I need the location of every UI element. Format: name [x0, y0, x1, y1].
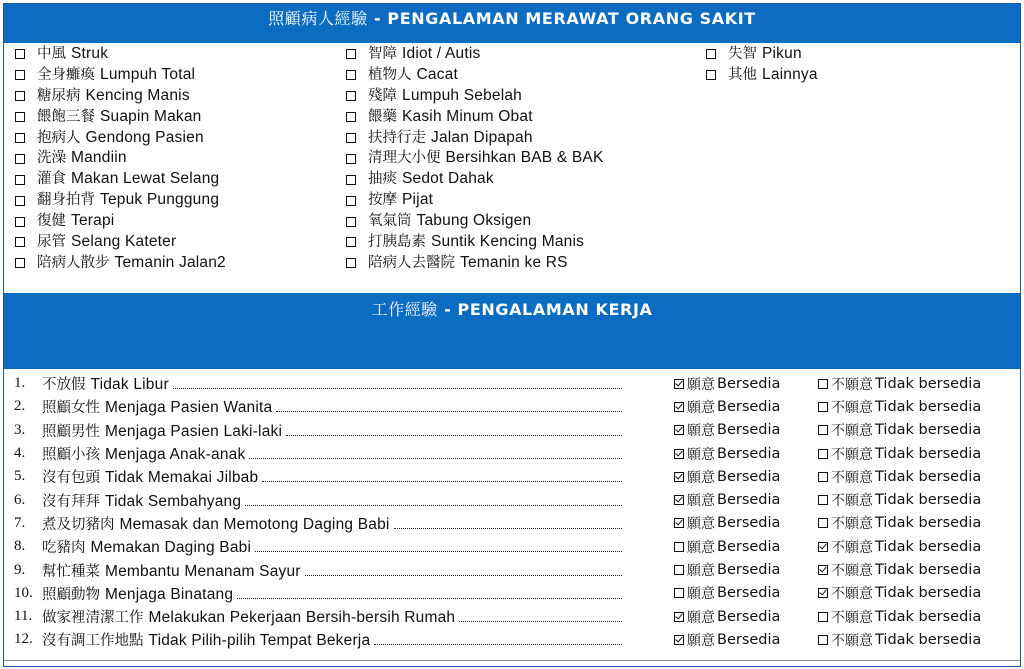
checkbox[interactable]: [346, 237, 356, 247]
care-checkbox-item[interactable]: [12, 65, 332, 86]
option-label-cn: 不願意: [831, 586, 873, 603]
option-label-cn: 不願意: [831, 376, 873, 393]
care-checkbox-item[interactable]: [343, 232, 693, 253]
checkbox[interactable]: [818, 472, 828, 482]
work-experience-list: [14, 372, 1014, 652]
section-title-cn: 照顧病人經驗: [268, 9, 368, 28]
care-checkbox-item[interactable]: [12, 44, 332, 65]
checkbox[interactable]: [818, 402, 828, 412]
dotted-leader: [374, 644, 622, 645]
willing-option[interactable]: [674, 513, 780, 533]
work-item-label: [42, 560, 301, 581]
item-label-cn: 陪病人散步: [37, 254, 110, 271]
item-label-id: Tidak Libur: [90, 376, 169, 394]
option-label-id: Tidak bersedia: [875, 562, 982, 579]
item-label-id: Melakukan Pekerjaan Bersih-bersih Rumah: [148, 609, 456, 627]
dotted-leader: [249, 458, 622, 459]
item-label-cn: 清理大小便: [368, 150, 441, 167]
care-checkbox-item[interactable]: [12, 128, 332, 149]
item-label-id: Cacat: [416, 65, 458, 83]
willing-option[interactable]: [674, 560, 780, 580]
dotted-leader: [245, 505, 622, 506]
option-label-id: Bersedia: [717, 515, 781, 532]
item-label-id: Tidak Pilih-pilih Tempat Bekerja: [148, 632, 371, 650]
willing-option[interactable]: [674, 444, 780, 464]
work-item-row: [14, 488, 1014, 511]
checkbox[interactable]: [346, 154, 356, 164]
care-checkbox-item[interactable]: [12, 232, 332, 253]
option-label-id: Bersedia: [717, 608, 781, 625]
checkbox[interactable]: [818, 635, 828, 645]
option-label-id: Bersedia: [717, 398, 781, 415]
option-label-id: Bersedia: [717, 585, 781, 602]
care-checkbox-item[interactable]: [343, 169, 693, 190]
item-label-cn: 氧氣筒: [368, 213, 412, 230]
work-item-row: [14, 442, 1014, 465]
item-label-id: Lumpuh Sebelah: [402, 86, 523, 104]
item-number: 1.: [14, 375, 26, 392]
not-willing-option[interactable]: [818, 537, 981, 557]
option-label-cn: 願意: [687, 469, 715, 486]
work-item-label: [42, 536, 251, 557]
option-label-id: Bersedia: [717, 631, 781, 648]
item-label-id: Mandiin: [71, 149, 127, 167]
item-label-cn: 殘障: [368, 87, 397, 104]
item-label-cn: 中風: [37, 46, 66, 62]
option-label-cn: 願意: [687, 586, 715, 603]
item-label-cn: 不放假: [42, 377, 86, 394]
option-label-cn: 願意: [687, 376, 715, 393]
option-label-id: Tidak bersedia: [875, 608, 982, 625]
dotted-leader: [394, 528, 622, 529]
option-label-cn: 不願意: [831, 423, 873, 440]
item-label-cn: 洗澡: [37, 150, 66, 167]
checkbox[interactable]: [15, 237, 25, 247]
item-label-cn: 照顧小孩: [42, 447, 100, 464]
item-label-cn: 全身癱瘓: [37, 66, 95, 83]
item-label-cn: 抱病人: [37, 129, 81, 146]
work-item-label: [42, 466, 258, 487]
item-label-cn: 其他: [728, 66, 757, 83]
care-column-2: [343, 44, 693, 274]
not-willing-option[interactable]: [818, 467, 981, 487]
option-label-cn: 不願意: [831, 563, 873, 580]
item-number: 5.: [14, 468, 26, 485]
option-label-id: Tidak bersedia: [875, 492, 982, 509]
option-label-cn: 願意: [687, 423, 715, 440]
section-header-care-experience: [4, 4, 1020, 43]
item-label-id: Temanin ke RS: [460, 253, 568, 271]
willing-option[interactable]: [674, 583, 780, 603]
dotted-leader: [237, 598, 622, 599]
care-checkbox-item[interactable]: [12, 107, 332, 128]
care-checkbox-item[interactable]: [343, 190, 693, 211]
option-label-cn: 不願意: [831, 609, 873, 626]
checkbox[interactable]: [818, 542, 828, 552]
checkbox[interactable]: [674, 612, 684, 622]
section-header-work-experience: [4, 293, 1020, 369]
item-label-id: Gendong Pasien: [85, 128, 204, 146]
item-label-id: Selang Kateter: [71, 233, 177, 251]
option-label-id: Bersedia: [717, 538, 781, 555]
section-title-cn: 工作經驗: [371, 300, 438, 319]
work-item-label: [42, 583, 233, 604]
option-label-id: Bersedia: [717, 375, 781, 392]
work-item-label: [42, 513, 390, 534]
work-item-row: [14, 535, 1014, 558]
item-label-cn: 復健: [37, 213, 66, 230]
care-checkbox-item[interactable]: [12, 253, 332, 274]
work-item-row: [14, 372, 1014, 395]
option-label-cn: 不願意: [831, 399, 873, 416]
item-label-id: Menjaga Anak-anak: [105, 446, 246, 464]
section-title-separator: -: [367, 9, 388, 28]
checkbox[interactable]: [674, 425, 684, 435]
section-title-id: PENGALAMAN MERAWAT ORANG SAKIT: [387, 9, 756, 28]
work-item-label: [42, 373, 169, 394]
item-label-id: Menjaga Pasien Wanita: [105, 399, 273, 417]
care-checkbox-item[interactable]: [343, 253, 693, 274]
item-label-cn: 餵藥: [368, 108, 397, 125]
option-label-id: Tidak bersedia: [875, 398, 982, 415]
option-label-cn: 願意: [687, 446, 715, 463]
checkbox[interactable]: [818, 518, 828, 528]
checkbox[interactable]: [346, 196, 356, 206]
willing-option[interactable]: [674, 397, 780, 417]
not-willing-option[interactable]: [818, 583, 981, 603]
checkbox[interactable]: [706, 49, 716, 59]
checkbox[interactable]: [674, 472, 684, 482]
option-label-cn: 願意: [687, 539, 715, 556]
care-checkbox-item[interactable]: [343, 44, 693, 65]
item-label-id: Tabung Oksigen: [416, 212, 532, 230]
checkbox[interactable]: [15, 133, 25, 143]
item-number: 6.: [14, 491, 26, 508]
item-number: 4.: [14, 445, 26, 462]
checkbox[interactable]: [818, 449, 828, 459]
checkbox[interactable]: [15, 217, 25, 227]
item-label-cn: 按摩: [368, 192, 397, 209]
item-label-cn: 糖尿病: [37, 87, 81, 104]
option-label-cn: 不願意: [831, 469, 873, 486]
work-item-row: [14, 465, 1014, 488]
item-label-cn: 幫忙種菜: [42, 563, 100, 580]
checkbox[interactable]: [818, 425, 828, 435]
item-label-id: Suntik Kencing Manis: [431, 233, 585, 251]
item-label-cn: 扶持行走: [368, 129, 426, 146]
checkbox[interactable]: [674, 588, 684, 598]
option-label-id: Tidak bersedia: [875, 375, 982, 392]
dotted-leader: [173, 388, 622, 389]
item-label-id: Tidak Sembahyang: [105, 492, 242, 510]
section-title-separator: -: [437, 300, 458, 319]
checkbox[interactable]: [818, 612, 828, 622]
willing-option[interactable]: [674, 607, 780, 627]
dotted-leader: [459, 621, 622, 622]
checkbox[interactable]: [818, 588, 828, 598]
item-label-cn: 灌食: [37, 171, 66, 188]
care-checkbox-item[interactable]: [343, 65, 693, 86]
work-item-row: [14, 512, 1014, 535]
checkbox[interactable]: [346, 112, 356, 122]
option-label-id: Tidak bersedia: [875, 585, 982, 602]
care-checkbox-item[interactable]: [343, 128, 693, 149]
option-label-id: Bersedia: [717, 445, 781, 462]
checkbox[interactable]: [15, 91, 25, 101]
item-number: 9.: [14, 561, 26, 578]
not-willing-option[interactable]: [818, 513, 981, 533]
item-label-id: Suapin Makan: [100, 107, 202, 125]
not-willing-option[interactable]: [818, 607, 981, 627]
not-willing-option[interactable]: [818, 444, 981, 464]
item-label-cn: 沒有包頭: [42, 470, 100, 487]
willing-option[interactable]: [674, 630, 780, 650]
option-label-id: Tidak bersedia: [875, 515, 982, 532]
care-checkbox-item[interactable]: [343, 148, 693, 169]
checkbox[interactable]: [674, 635, 684, 645]
item-label-id: Terapi: [71, 212, 115, 230]
checkbox[interactable]: [674, 379, 684, 389]
item-number: 12.: [14, 631, 33, 648]
care-checkbox-item[interactable]: [12, 86, 332, 107]
work-item-row: [14, 395, 1014, 418]
work-item-row: [14, 419, 1014, 442]
work-item-label: [42, 443, 245, 464]
dotted-leader: [262, 481, 622, 482]
checkbox[interactable]: [674, 542, 684, 552]
dotted-leader: [255, 551, 622, 552]
item-label-id: Kasih Minum Obat: [402, 107, 533, 125]
care-checkbox-item[interactable]: [703, 44, 1003, 65]
checkbox[interactable]: [818, 379, 828, 389]
checkbox[interactable]: [674, 449, 684, 459]
work-item-row: [14, 605, 1014, 628]
option-label-cn: 願意: [687, 609, 715, 626]
option-label-id: Tidak bersedia: [875, 538, 982, 555]
option-label-cn: 不願意: [831, 632, 873, 649]
work-item-row: [14, 558, 1014, 581]
option-label-id: Bersedia: [717, 468, 781, 485]
item-label-id: Pijat: [402, 191, 434, 209]
dotted-leader: [286, 435, 622, 436]
checkbox[interactable]: [15, 154, 25, 164]
item-label-id: Menjaga Binatang: [105, 585, 234, 603]
work-item-label: [42, 629, 370, 650]
care-column-1: [12, 44, 332, 274]
checkbox[interactable]: [674, 565, 684, 575]
option-label-id: Tidak bersedia: [875, 468, 982, 485]
work-item-label: [42, 396, 272, 417]
checkbox[interactable]: [346, 133, 356, 143]
care-checkbox-item[interactable]: [12, 190, 332, 211]
item-number: 7.: [14, 514, 26, 531]
work-item-row: [14, 628, 1014, 651]
item-label-cn: 照顧男性: [42, 423, 100, 440]
option-label-id: Bersedia: [717, 422, 781, 439]
option-label-cn: 願意: [687, 563, 715, 580]
checkbox[interactable]: [674, 402, 684, 412]
dotted-leader: [276, 411, 622, 412]
checkbox[interactable]: [818, 565, 828, 575]
checkbox[interactable]: [818, 495, 828, 505]
item-number: 11.: [14, 608, 33, 625]
item-label-cn: 失智: [728, 46, 757, 62]
willing-option[interactable]: [674, 490, 780, 510]
item-label-id: Lumpuh Total: [100, 65, 196, 83]
care-checkbox-item[interactable]: [343, 107, 693, 128]
item-label-cn: 照顧動物: [42, 586, 100, 603]
item-label-id: Makan Lewat Selang: [71, 170, 220, 188]
option-label-cn: 不願意: [831, 446, 873, 463]
item-label-cn: 翻身拍背: [37, 192, 95, 209]
item-label-id: Tepuk Punggung: [100, 191, 220, 209]
checkbox[interactable]: [346, 175, 356, 185]
care-checkbox-item[interactable]: [12, 169, 332, 190]
checkbox[interactable]: [15, 258, 25, 268]
work-item-label: [42, 490, 241, 511]
section-title-id: PENGALAMAN KERJA: [457, 300, 653, 319]
willing-option[interactable]: [674, 374, 780, 394]
checkbox[interactable]: [15, 112, 25, 122]
willing-option[interactable]: [674, 467, 780, 487]
item-label-cn: 尿管: [37, 234, 66, 251]
item-label-cn: 抽痰: [368, 171, 397, 188]
option-label-cn: 願意: [687, 632, 715, 649]
checkbox[interactable]: [15, 196, 25, 206]
checkbox[interactable]: [346, 91, 356, 101]
care-checkbox-item[interactable]: [343, 211, 693, 232]
care-checkbox-item[interactable]: [12, 148, 332, 169]
item-label-id: Sedot Dahak: [402, 170, 494, 188]
item-label-id: Pikun: [762, 45, 802, 62]
not-willing-option[interactable]: [818, 630, 981, 650]
item-label-id: Temanin Jalan2: [114, 253, 226, 271]
checkbox[interactable]: [674, 495, 684, 505]
item-label-id: Membantu Menanam Sayur: [105, 562, 301, 580]
item-label-cn: 陪病人去醫院: [368, 254, 455, 271]
option-label-cn: 不願意: [831, 539, 873, 556]
item-number: 10.: [14, 584, 33, 601]
item-label-cn: 智障: [368, 46, 397, 62]
item-label-cn: 打胰島素: [368, 234, 426, 251]
item-label-id: Memakan Daging Babi: [90, 539, 252, 557]
checkbox[interactable]: [706, 70, 716, 80]
care-checkbox-item[interactable]: [703, 65, 1003, 86]
willing-option[interactable]: [674, 420, 780, 440]
option-label-cn: 不願意: [831, 516, 873, 533]
checkbox[interactable]: [346, 258, 356, 268]
item-label-id: Bersihkan BAB & BAK: [445, 149, 604, 167]
option-label-cn: 願意: [687, 399, 715, 416]
checkbox[interactable]: [15, 70, 25, 80]
item-label-id: Idiot / Autis: [402, 45, 481, 62]
item-number: 8.: [14, 538, 26, 555]
work-item-label: [42, 606, 455, 627]
item-label-cn: 做家裡清潔工作: [42, 610, 144, 627]
option-label-id: Tidak bersedia: [875, 631, 982, 648]
option-label-cn: 不願意: [831, 493, 873, 510]
option-label-cn: 願意: [687, 493, 715, 510]
bottom-rule: [4, 660, 1020, 661]
not-willing-option[interactable]: [818, 397, 981, 417]
checkbox[interactable]: [15, 175, 25, 185]
checkbox[interactable]: [15, 49, 25, 59]
item-label-id: Memasak dan Memotong Daging Babi: [119, 515, 390, 533]
option-label-id: Bersedia: [717, 492, 781, 509]
not-willing-option[interactable]: [818, 490, 981, 510]
item-label-cn: 沒有拜拜: [42, 493, 100, 510]
item-label-id: Menjaga Pasien Laki-laki: [105, 422, 283, 440]
work-item-label: [42, 420, 282, 441]
item-label-cn: 植物人: [368, 66, 412, 83]
not-willing-option[interactable]: [818, 420, 981, 440]
option-label-cn: 願意: [687, 516, 715, 533]
care-checkbox-item[interactable]: [343, 86, 693, 107]
checkbox[interactable]: [674, 518, 684, 528]
item-label-id: Struk: [71, 45, 109, 62]
option-label-id: Tidak bersedia: [875, 445, 982, 462]
dotted-leader: [305, 575, 622, 576]
item-label-id: Tidak Memakai Jilbab: [105, 469, 259, 487]
item-label-id: Lainnya: [762, 65, 818, 83]
item-label-cn: 照顧女性: [42, 400, 100, 417]
item-number: 2.: [14, 398, 26, 415]
checkbox[interactable]: [346, 217, 356, 227]
item-label-cn: 吃豬肉: [42, 540, 86, 557]
item-label-id: Kencing Manis: [85, 86, 190, 104]
item-label-id: Jalan Dipapah: [431, 128, 533, 146]
item-label-cn: 煮及切豬肉: [42, 516, 115, 533]
option-label-id: Bersedia: [717, 562, 781, 579]
checkbox[interactable]: [346, 70, 356, 80]
item-label-cn: 餵飽三餐: [37, 108, 95, 125]
work-item-row: [14, 582, 1014, 605]
option-label-id: Tidak bersedia: [875, 422, 982, 439]
care-column-3: [703, 44, 1003, 86]
not-willing-option[interactable]: [818, 560, 981, 580]
not-willing-option[interactable]: [818, 374, 981, 394]
checkbox[interactable]: [346, 49, 356, 59]
care-checkbox-item[interactable]: [12, 211, 332, 232]
item-label-cn: 沒有調工作地點: [42, 633, 144, 650]
willing-option[interactable]: [674, 537, 780, 557]
item-number: 3.: [14, 421, 26, 438]
